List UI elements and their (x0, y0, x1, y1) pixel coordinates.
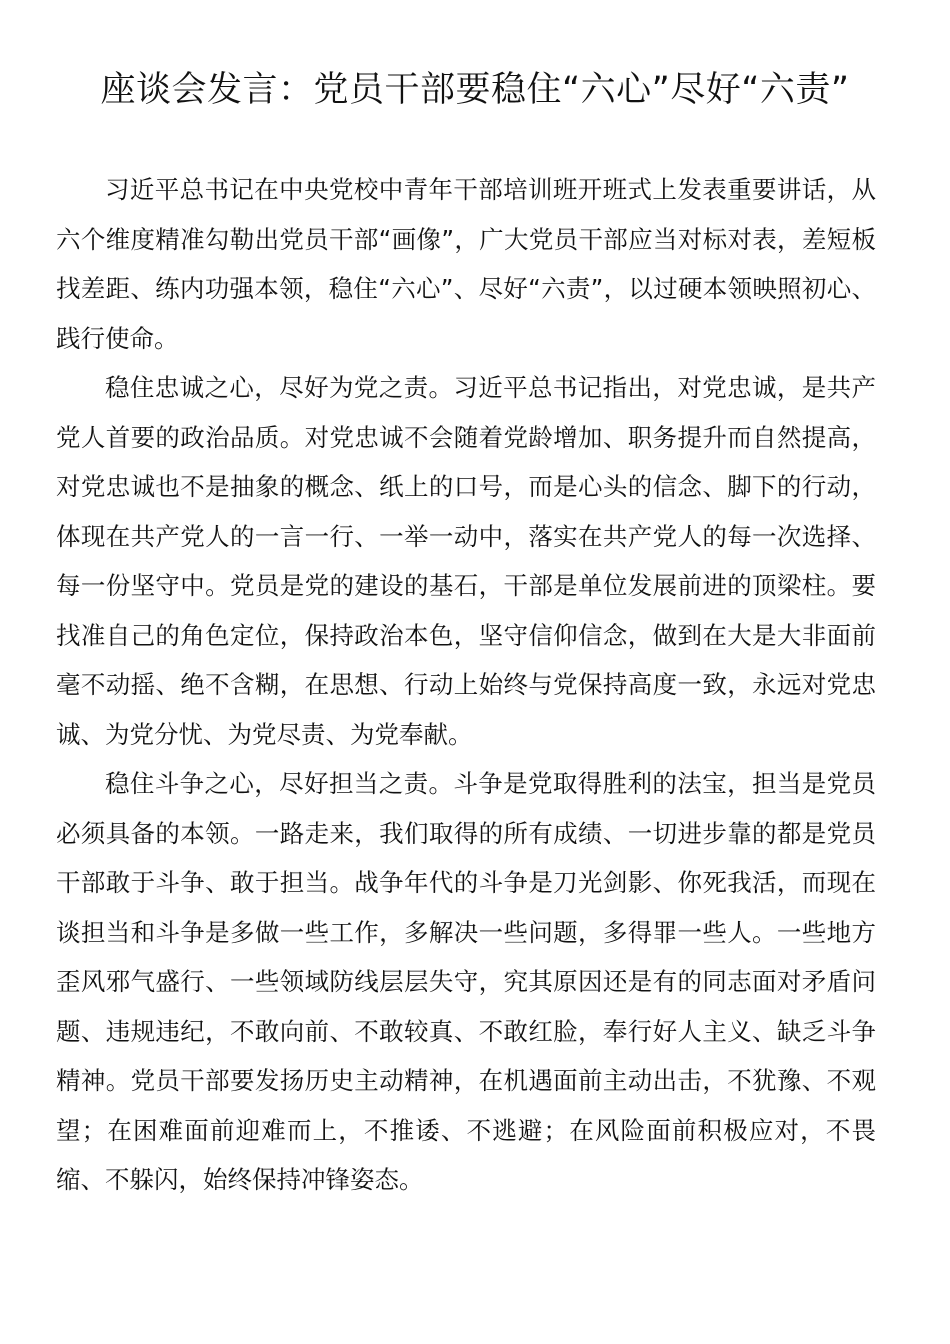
paragraph-struggle: 稳住斗争之心，尽好担当之责。斗争是党取得胜利的法宝，担当是党员必须具备的本领。一路走来，我们取得的所有成绩、一切进步靠的都是党员干部敢于斗争、敢于担当。战争年代的斗争是刀光剑影、你死我活，而现在谈担当和斗争是多做一些工作，多解决一些问题，多得罪一些人。一些地方歪风邪气盛行、一些领域防线层层失守，究其原因还是有的同志面对矛盾问题、违规违纪，不敢向前、不敢较真、不敢红脸，奉行好人主义、缺乏斗争精神。党员干部要发扬历史主动精神，在机遇面前主动出击，不犹豫、不观望；在困难面前迎难而上，不推诿、不逃避；在风险面前积极应对，不畏缩、不躲闪，始终保持冲锋姿态。 (56, 769, 876, 1194)
document-title: 座谈会发言：党员干部要稳住“六心”尽好“六责” (100, 70, 850, 110)
document-body (56, 165, 876, 1205)
paragraph-loyalty: 稳住忠诚之心，尽好为党之责。习近平总书记指出，对党忠诚，是共产党人首要的政治品质。对党忠诚不会随着党龄增加、职务提升而自然提高，对党忠诚也不是抽象的概念、纸上的口号，而是心头的信念、脚下的行动，体现在共产党人的一言一行、一举一动中，落实在共产党人的每一次选择、每一份坚守中。党员是党的建设的基石，干部是单位发展前进的顶梁柱。要找准自己的角色定位，保持政治本色，坚守信仰信念，做到在大是大非面前毫不动摇、绝不含糊，在思想、行动上始终与党保持高度一致，永远对党忠诚、为党分忧、为党尽责、为党奉献。 (56, 373, 876, 749)
paragraph-intro: 习近平总书记在中央党校中青年干部培训班开班式上发表重要讲话，从六个维度精准勾勒出党员干部“画像”，广大党员干部应当对标对表，差短板找差距、练内功强本领，稳住“六心”、尽好“六责”，以过硬本领映照初心、践行使命。 (56, 175, 876, 353)
